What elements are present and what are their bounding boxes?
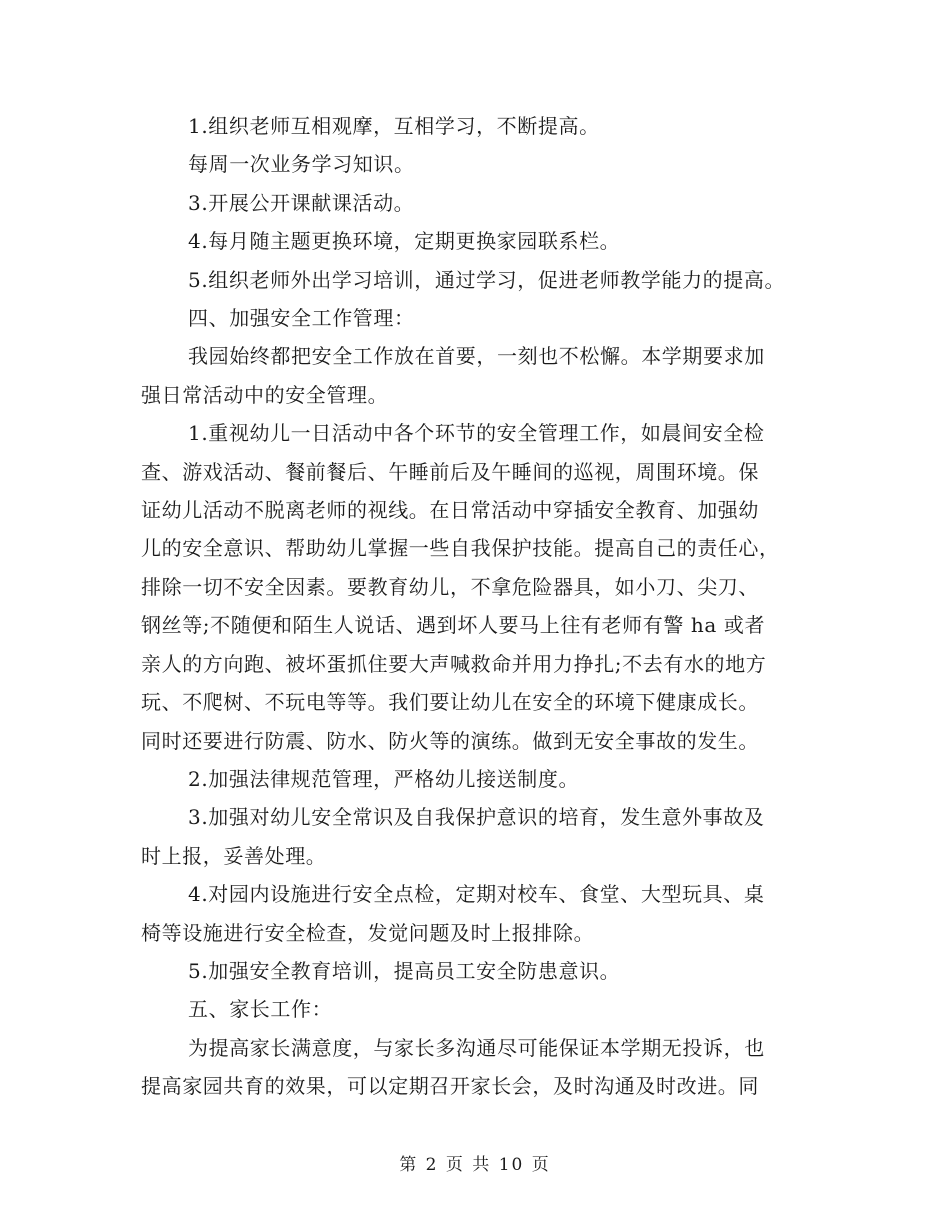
document-body: [141, 107, 811, 1106]
text-line: 1.重视幼儿一日活动中各个环节的安全管理工作，如晨间安全检: [188, 421, 765, 446]
text-line: 玩、不爬树、不玩电等等。我们要让幼儿在安全的环境下健康成长。: [141, 690, 759, 715]
text-line: 为提高家长满意度，与家长多沟通尽可能保证本学期无投诉，也: [188, 1035, 765, 1060]
text-line: 强日常活动中的安全管理。: [141, 382, 389, 407]
paragraph: [141, 184, 811, 222]
text-line: 提高家园共育的效果，可以定期召开家长会，及时沟通及时改进。同: [141, 1074, 759, 1099]
text-line: 同时还要进行防震、防水、防火等的演练。做到无安全事故的发生。: [141, 728, 759, 753]
paragraph: [141, 875, 811, 952]
text-line: 4.对园内设施进行安全点检，定期对校车、食堂、大型玩具、桌: [188, 882, 765, 907]
text-line: 3.开展公开课献课活动。: [188, 190, 415, 215]
text-line: 5.加强安全教育培训，提高员工安全防患意识。: [188, 958, 621, 983]
text-line: 3.加强对幼儿安全常识及自我保护意识的培育，发生意外事故及: [188, 805, 765, 830]
paragraph: [141, 1029, 811, 1106]
text-line: 四、加强安全工作管理：: [188, 306, 415, 331]
paragraph: [141, 990, 811, 1028]
paragraph: [141, 760, 811, 798]
text-line: 排除一切不安全因素。要教育幼儿，不拿危险器具，如小刀、尖刀、: [141, 574, 759, 599]
text-line: 5.组织老师外出学习培训，通过学习，促进老师教学能力的提高。: [188, 267, 786, 292]
text-line: 每周一次业务学习知识。: [188, 152, 415, 177]
paragraph: [141, 107, 811, 145]
text-line: 时上报，妥善处理。: [141, 843, 327, 868]
text-line: 钢丝等;不随便和陌生人说话、遇到坏人要马上往有老师有警 ha 或者: [141, 613, 766, 638]
text-line: 亲人的方向跑、被坏蛋抓住要大声喊救命并用力挣扎;不去有水的地方: [141, 651, 767, 676]
paragraph: [141, 222, 811, 260]
text-line: 2.加强法律规范管理，严格幼儿接送制度。: [188, 766, 580, 791]
paragraph: [141, 414, 811, 760]
paragraph: [141, 145, 811, 183]
text-line: 证幼儿活动不脱离老师的视线。在日常活动中穿插安全教育、加强幼: [141, 498, 759, 523]
paragraph: [141, 337, 811, 414]
text-line: 1.组织老师互相观摩，互相学习，不断提高。: [188, 114, 600, 138]
paragraph: [141, 261, 811, 299]
paragraph: [141, 798, 811, 875]
paragraph: [141, 952, 811, 990]
text-line: 儿的安全意识、帮助幼儿掌握一些自我保护技能。提高自己的责任心，: [141, 536, 780, 561]
text-line: 查、游戏活动、餐前餐后、午睡前后及午睡间的巡视，周围环境。保: [141, 459, 759, 484]
text-line: 椅等设施进行安全检查，发觉问题及时上报排除。: [141, 920, 595, 945]
page-footer: 第 2 页 共 10 页: [399, 1155, 551, 1175]
text-line: 五、家长工作：: [188, 997, 333, 1022]
text-line: 4.每月随主题更换环境，定期更换家园联系栏。: [188, 229, 621, 254]
text-line: 我园始终都把安全工作放在首要，一刻也不松懈。本学期要求加: [188, 344, 765, 369]
paragraph: [141, 299, 811, 337]
